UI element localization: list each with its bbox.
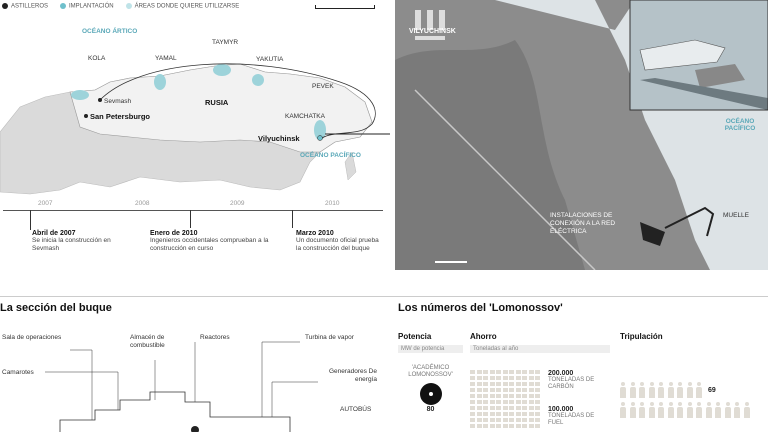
brick-icon — [496, 388, 501, 392]
person-icon — [620, 402, 626, 418]
brick-icon — [483, 376, 488, 380]
brick-icon — [470, 376, 475, 380]
person-icon — [725, 402, 731, 418]
section-label: Generadores De energía — [328, 368, 377, 383]
brick-icon — [522, 370, 527, 374]
region-yamal: YAMAL — [155, 55, 177, 62]
brick-icon — [496, 418, 501, 422]
brick-icon — [529, 388, 534, 392]
brick-icon — [477, 394, 482, 398]
brick-icon — [483, 412, 488, 416]
section-label: Camarotes — [2, 369, 34, 376]
aerial-place-label: VILYUCHINSK — [409, 28, 456, 35]
shipyard-icon — [2, 3, 8, 9]
person-icon — [668, 402, 674, 418]
brick-icon — [529, 412, 534, 416]
section-label: Reactores — [200, 334, 230, 341]
divider — [0, 296, 768, 297]
person-icon — [677, 382, 683, 398]
brick-icon — [529, 400, 534, 404]
city-vilyuchinsk: Vilyuchinsk — [258, 134, 300, 143]
brick-icon — [496, 382, 501, 386]
brick-icon — [522, 376, 527, 380]
city-san-petersburgo: San Petersburgo — [90, 112, 151, 121]
region-yakutia: YAKUTIA — [256, 56, 284, 63]
region-kamchatka: KAMCHATKA — [285, 113, 325, 120]
person-icon — [639, 382, 645, 398]
section-label: AUTOBÚS — [340, 406, 372, 413]
brick-icon — [535, 424, 540, 428]
brick-icon — [522, 424, 527, 428]
section-label: Sala de operaciones — [2, 334, 62, 341]
brick-icon — [522, 382, 527, 386]
brick-icon — [535, 388, 540, 392]
brick-icon — [509, 376, 514, 380]
brick-icon — [529, 418, 534, 422]
pier-label: MUELLE — [723, 212, 750, 219]
person-icon — [687, 402, 693, 418]
brick-icon — [522, 412, 527, 416]
person-icon — [649, 382, 655, 398]
brick-icon — [477, 406, 482, 410]
brick-icon — [516, 394, 521, 398]
brick-icon — [483, 394, 488, 398]
ocean-pacific-label: OCÉANO PACÍFICO — [300, 152, 361, 159]
brick-icon — [509, 394, 514, 398]
brick-icon — [483, 406, 488, 410]
ocean-arctic-label: OCÉANO ÁRTICO — [82, 28, 138, 35]
area-icon — [126, 3, 132, 9]
brick-icon — [470, 388, 475, 392]
brick-icon — [490, 418, 495, 422]
brick-icon — [522, 418, 527, 422]
person-icon — [649, 402, 655, 418]
brick-icon — [509, 418, 514, 422]
section-label: Almacén de combustible — [130, 334, 165, 349]
person-icon — [706, 402, 712, 418]
brick-icon — [483, 388, 488, 392]
person-icon — [639, 402, 645, 418]
brick-icon — [483, 400, 488, 404]
brick-icon — [477, 412, 482, 416]
brick-icon — [509, 424, 514, 428]
brick-icon — [535, 400, 540, 404]
brick-icon — [535, 382, 540, 386]
savings-block — [470, 332, 610, 426]
brick-icon — [522, 388, 527, 392]
brick-icon — [477, 388, 482, 392]
brick-icon — [503, 382, 508, 386]
savings-title: Ahorro — [470, 332, 497, 341]
brick-icon — [490, 406, 495, 410]
timeline-axis — [3, 210, 383, 211]
brick-icon — [535, 418, 540, 422]
brick-icon — [503, 412, 508, 416]
san-petersburgo-dot — [84, 114, 88, 118]
brick-icon — [496, 394, 501, 398]
brick-icon — [503, 418, 508, 422]
brick-icon — [529, 394, 534, 398]
city-sevmash: Sevmash — [104, 98, 132, 105]
brick-icon — [516, 406, 521, 410]
brick-icon — [477, 400, 482, 404]
brick-icon — [490, 382, 495, 386]
brick-icon — [516, 400, 521, 404]
brick-icon — [496, 370, 501, 374]
crew-title: Tripulación — [620, 332, 663, 341]
person-icon — [668, 382, 674, 398]
brick-icon — [503, 388, 508, 392]
power-block — [398, 332, 463, 413]
brick-icon — [503, 370, 508, 374]
installations-label: INSTALACIONES DE CONEXIÓN A LA RED ELÉCTRICA — [550, 212, 616, 235]
person-icon — [744, 402, 750, 418]
person-icon — [696, 402, 702, 418]
brick-icon — [516, 388, 521, 392]
brick-icon — [516, 424, 521, 428]
person-icon — [687, 382, 693, 398]
vilyuchinsk-dot — [318, 136, 323, 141]
legend-deployment: IMPLANTACIÓN — [60, 3, 114, 10]
coal-savings: 200.000 TONELADAS DE CARBÓN — [548, 370, 595, 390]
savings-bricks — [470, 370, 542, 432]
person-icon — [630, 402, 636, 418]
brick-icon — [470, 400, 475, 404]
brick-icon — [516, 382, 521, 386]
brick-icon — [470, 394, 475, 398]
brick-icon — [535, 406, 540, 410]
brick-icon — [477, 376, 482, 380]
brick-icon — [529, 406, 534, 410]
brick-icon — [529, 370, 534, 374]
brick-icon — [496, 406, 501, 410]
legend-shipyards: ASTILLEROS — [2, 3, 48, 10]
brick-icon — [483, 424, 488, 428]
brick-icon — [470, 418, 475, 422]
timeline — [0, 200, 390, 280]
brick-icon — [503, 394, 508, 398]
brick-icon — [503, 376, 508, 380]
scale-bar — [315, 5, 375, 9]
brick-icon — [483, 418, 488, 422]
brick-icon — [522, 400, 527, 404]
brick-icon — [483, 382, 488, 386]
brick-icon — [470, 424, 475, 428]
brick-icon — [490, 394, 495, 398]
timeline-event: Enero de 2010 Ingenieros occidentales comprueban a la construcción en curso — [150, 230, 269, 252]
timeline-event: Marzo 2010 Un documento oficial prueba la construcción del buque — [296, 230, 379, 252]
section-title: La sección del buque — [0, 302, 112, 314]
country-label: RUSIA — [205, 98, 229, 107]
brick-icon — [509, 412, 514, 416]
brick-icon — [490, 370, 495, 374]
ship-section — [0, 302, 390, 432]
timeline-year: 2008 — [135, 200, 150, 207]
power-value: 80 — [426, 406, 435, 413]
legend-areas: ÁREAS DONDE QUIERE UTILIZARSE — [126, 3, 240, 10]
timeline-event: Abril de 2007 Se inicia la construcción en Sevmash — [32, 230, 111, 252]
brick-icon — [516, 412, 521, 416]
person-icon — [658, 402, 664, 418]
region-pevek: PEVEK — [312, 83, 334, 90]
section-label: Turbina de vapor — [305, 334, 354, 341]
person-icon — [677, 402, 683, 418]
timeline-year: 2010 — [325, 200, 340, 207]
brick-icon — [477, 382, 482, 386]
numbers-title: Los números del 'Lomonossov' — [398, 302, 563, 314]
power-title: Potencia — [398, 332, 432, 341]
brick-icon — [496, 400, 501, 404]
person-icon — [696, 382, 702, 398]
crew-value: 69 — [708, 387, 716, 394]
person-icon — [715, 402, 721, 418]
fuel-savings: 100.000 TONELADAS DE FUEL — [548, 406, 595, 426]
brick-icon — [529, 376, 534, 380]
lomonossov-numbers — [398, 302, 768, 432]
russia-map — [0, 12, 390, 202]
timeline-year: 2009 — [230, 200, 245, 207]
brick-icon — [516, 370, 521, 374]
brick-icon — [509, 382, 514, 386]
brick-icon — [490, 424, 495, 428]
brick-icon — [496, 376, 501, 380]
brick-icon — [490, 376, 495, 380]
brick-icon — [490, 412, 495, 416]
brick-icon — [509, 388, 514, 392]
crew-block — [620, 332, 765, 394]
brick-icon — [477, 370, 482, 374]
deployment-icon — [60, 3, 66, 9]
person-icon — [734, 402, 740, 418]
brick-icon — [529, 424, 534, 428]
brick-icon — [470, 382, 475, 386]
brick-icon — [490, 388, 495, 392]
brick-icon — [516, 376, 521, 380]
savings-unit: Toneladas al año — [470, 345, 610, 353]
region-kola: KOLA — [88, 55, 106, 62]
aerial-ocean-label: OCÉANO PACÍFICO — [724, 118, 756, 132]
brick-icon — [496, 424, 501, 428]
power-unit: MW de potencia — [398, 345, 463, 353]
brick-icon — [470, 412, 475, 416]
person-icon — [620, 382, 626, 398]
brick-icon — [516, 418, 521, 422]
power-ship: 'ACADÉMICO LOMONOSSOV' — [408, 365, 453, 378]
sevmash-dot — [98, 98, 102, 102]
brick-icon — [496, 412, 501, 416]
brick-icon — [522, 394, 527, 398]
brick-icon — [509, 370, 514, 374]
person-icon — [630, 382, 636, 398]
brick-icon — [477, 418, 482, 422]
brick-icon — [535, 376, 540, 380]
brick-icon — [490, 400, 495, 404]
brick-icon — [503, 400, 508, 404]
brick-icon — [470, 406, 475, 410]
brick-icon — [522, 406, 527, 410]
brick-icon — [529, 382, 534, 386]
power-circle — [420, 383, 442, 405]
crew-people — [620, 382, 760, 426]
brick-icon — [503, 406, 508, 410]
aerial-photo — [395, 0, 768, 270]
russia-map-svg — [0, 12, 390, 202]
brick-icon — [509, 406, 514, 410]
brick-icon — [470, 370, 475, 374]
brick-icon — [535, 412, 540, 416]
brick-icon — [535, 370, 540, 374]
ship-section-svg — [0, 302, 390, 432]
brick-icon — [477, 424, 482, 428]
brick-icon — [503, 424, 508, 428]
brick-icon — [535, 394, 540, 398]
timeline-year: 2007 — [38, 200, 53, 207]
brick-icon — [483, 370, 488, 374]
person-icon — [658, 382, 664, 398]
brick-icon — [509, 400, 514, 404]
region-taymyr: TAYMYR — [212, 39, 239, 46]
